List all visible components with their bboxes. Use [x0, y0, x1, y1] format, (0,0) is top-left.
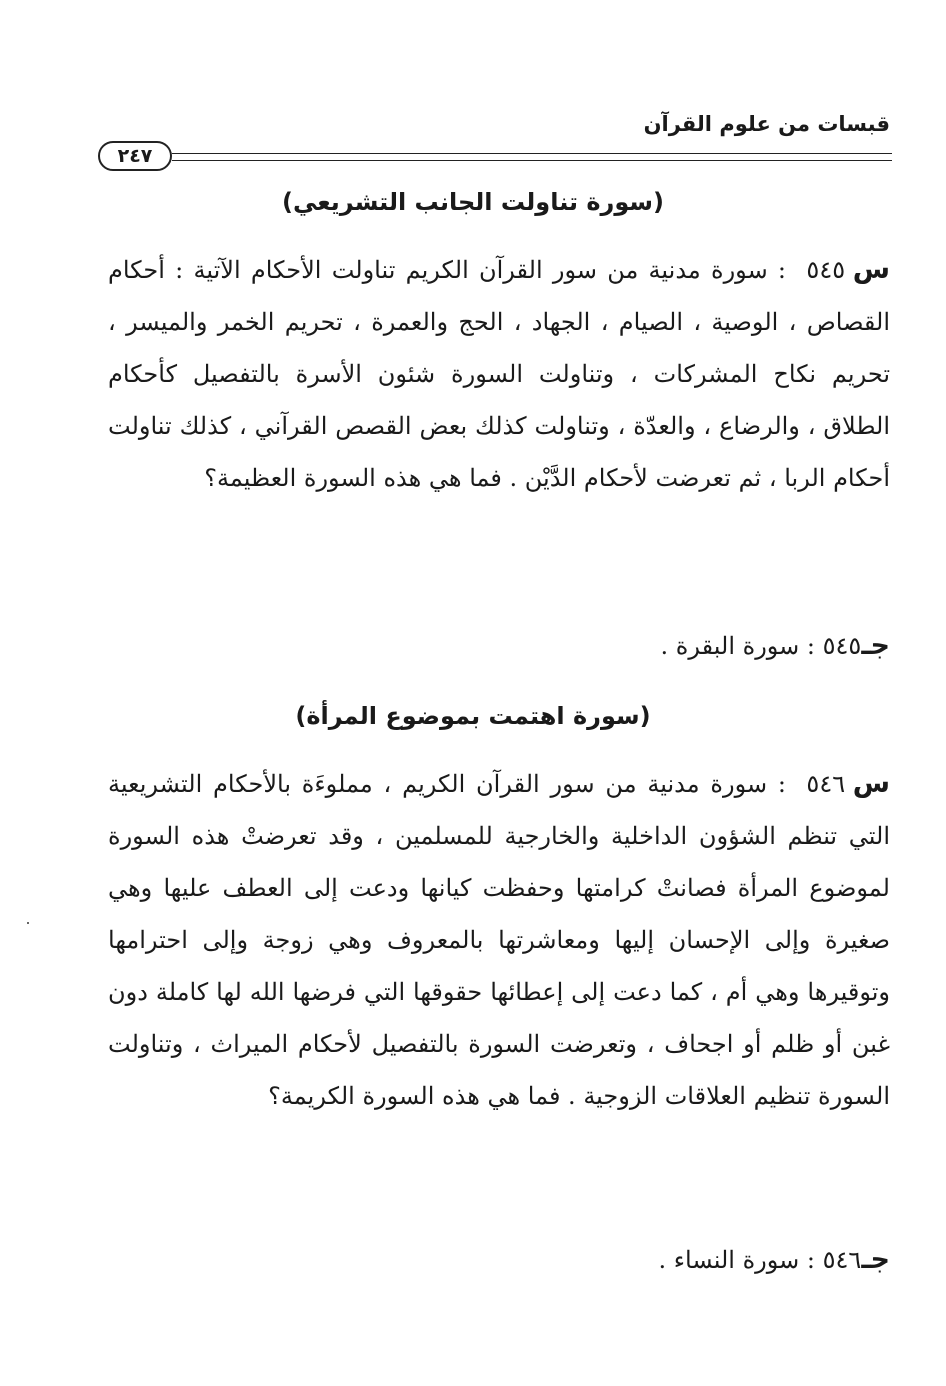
section-heading: (سورة تناولت الجانب التشريعي) [282, 188, 664, 216]
question-number: ٥٤٦ [806, 770, 846, 798]
header-double-rule [172, 153, 892, 161]
section-heading: (سورة اهتمت بموضوع المرأة) [295, 702, 651, 730]
answer-line [661, 626, 890, 666]
question-marker: س [852, 768, 890, 799]
answer-text: : سورة النساء . [658, 1246, 815, 1274]
question-number: ٥٤٥ [806, 256, 846, 284]
answer-marker: جـ [861, 630, 890, 661]
answer-line [658, 1240, 890, 1280]
running-title: قبسات من علوم القرآن [643, 112, 890, 136]
question-text-block [108, 244, 890, 504]
scan-speck [27, 922, 29, 924]
question-text-block [108, 758, 890, 1122]
answer-number: ٥٤٦ [822, 1246, 862, 1274]
answer-text: : سورة البقرة . [660, 632, 815, 660]
question-text: : سورة مدنية من سور القرآن الكريم تناولت الأحكام الآتية : أحكام القصاص ، الوصية ، الصيام ، الجهاد ، الحج والعمرة ، تحريم الخمر والميسر ، تحريم نكاح المشركات ، وتناولت السورة شئون الأسرة بالتفصيل كأحكام الطلاق ، والرضاع ، والعدّة ، وتناولت كذلك بعض القصص القرآني ، كذلك تناولت أحكام الربا ، ثم تعرضت لأحكام الدَّيْن . فما هي هذه السورة العظيمة؟ [108, 256, 890, 492]
page-number: ٢٤٧ [98, 141, 172, 171]
answer-marker: جـ [861, 1244, 890, 1275]
question-text: : سورة مدنية من سور القرآن الكريم ، مملوءَة بالأحكام التشريعية التي تنظم الشؤون الداخلية والخارجية للمسلمين ، وقد تعرضتْ هذه السورة لموضوع المرأة فصانتْ كرامتها وحفظت كيانها ودعت إلى العطف عليها وهي صغيرة وإلى الإحسان إليها ومعاشرتها بالمعروف وهي زوجة وإلى احترامها وتوقيرها وهي أم ، كما دعت إلى إعطائها حقوقها التي فرضها الله لها كاملة دون غبن أو ظلم أو اجحاف ، وتعرضت السورة بالتفصيل لأحكام الميراث ، وتناولت السورة تنظيم العلاقات الزوجية . فما هي هذه السورة الكريمة؟ [108, 770, 890, 1110]
answer-number: ٥٤٥ [822, 632, 862, 660]
question-marker: س [852, 254, 890, 285]
